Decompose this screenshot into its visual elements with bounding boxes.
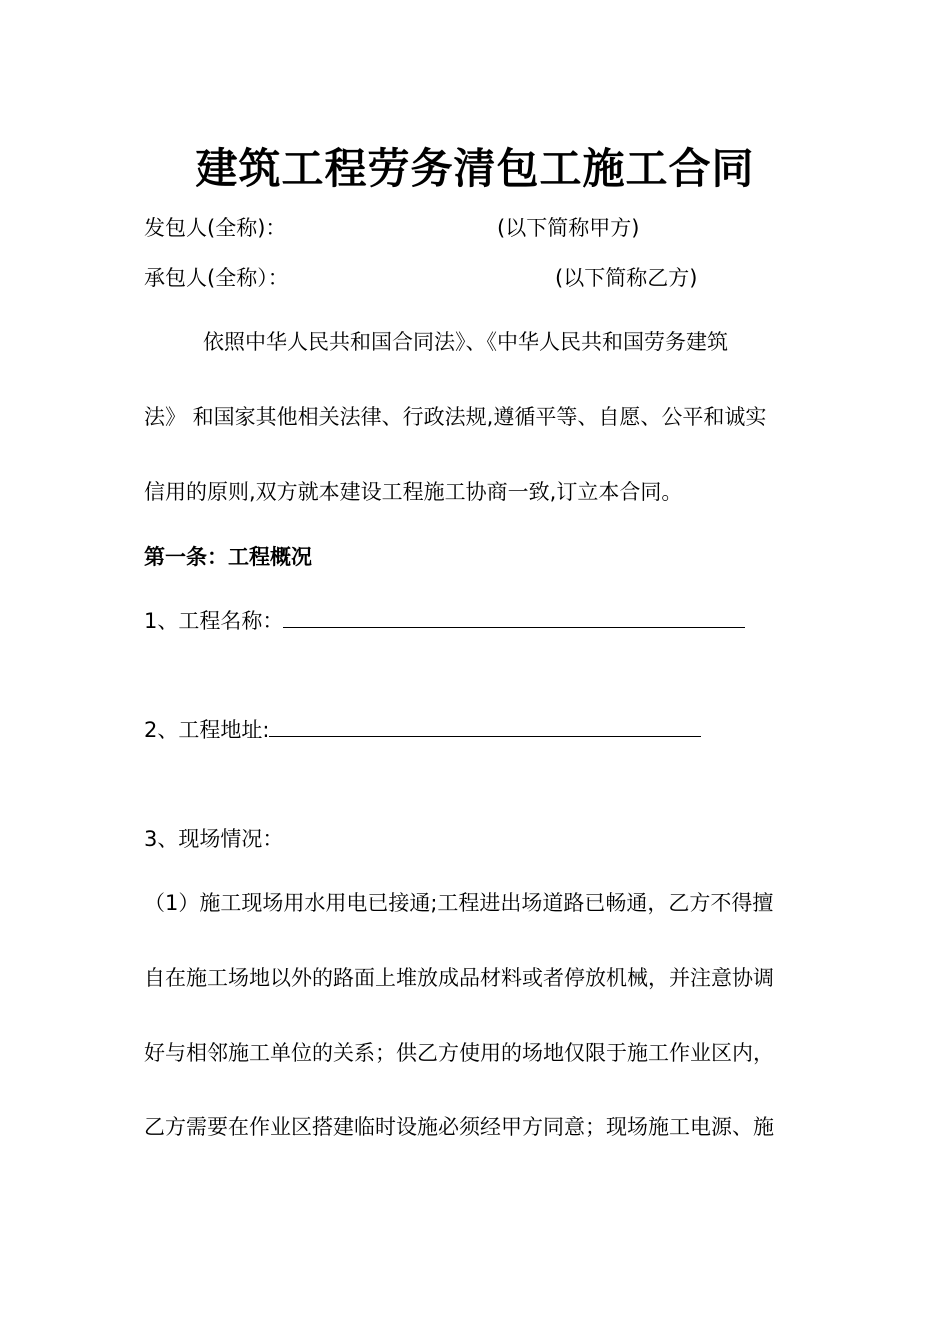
document-title: 建筑工程劳务清包工施工合同: [195, 144, 755, 193]
site-para-line-2: 自在施工场地以外的路面上堆放成品材料或者停放机械，并注意协调: [144, 966, 774, 990]
site-para-line-4: 乙方需要在作业区搭建临时设施必须经甲方同意；现场施工电源、施: [144, 1115, 774, 1139]
site-para-line-1: （1）施工现场用水用电已接通;工程进出场道路已畅通，乙方不得擅: [144, 891, 774, 915]
article-1-heading: 第一条：工程概况: [144, 545, 312, 569]
intro-line-3: 信用的原则,双方就本建设工程施工协商一致,订立本合同。: [144, 480, 683, 504]
project-address-blank: [269, 718, 701, 737]
project-address-label: 2、工程地址:: [144, 718, 270, 742]
project-name-label: 1、工程名称：: [144, 609, 284, 633]
intro-line-2: 法》 和国家其他相关法律、行政法规,遵循平等、自愿、公平和诚实: [144, 405, 767, 429]
site-para-line-3: 好与相邻施工单位的关系；供乙方使用的场地仅限于施工作业区内，: [144, 1041, 774, 1065]
party-a-label: 发包人(全称)：: [144, 216, 287, 240]
project-address-row: [144, 714, 701, 744]
project-name-row: [144, 605, 745, 635]
party-b-note: (以下简称乙方): [555, 266, 698, 290]
intro-line-1: 依照中华人民共和国合同法》、《中华人民共和国劳务建筑: [203, 330, 728, 354]
party-a-note: (以下简称甲方): [497, 216, 640, 240]
site-conditions-label: 3、现场情况：: [144, 827, 284, 851]
party-b-label: 承包人(全称）：: [144, 266, 289, 290]
project-name-blank: [283, 609, 745, 628]
